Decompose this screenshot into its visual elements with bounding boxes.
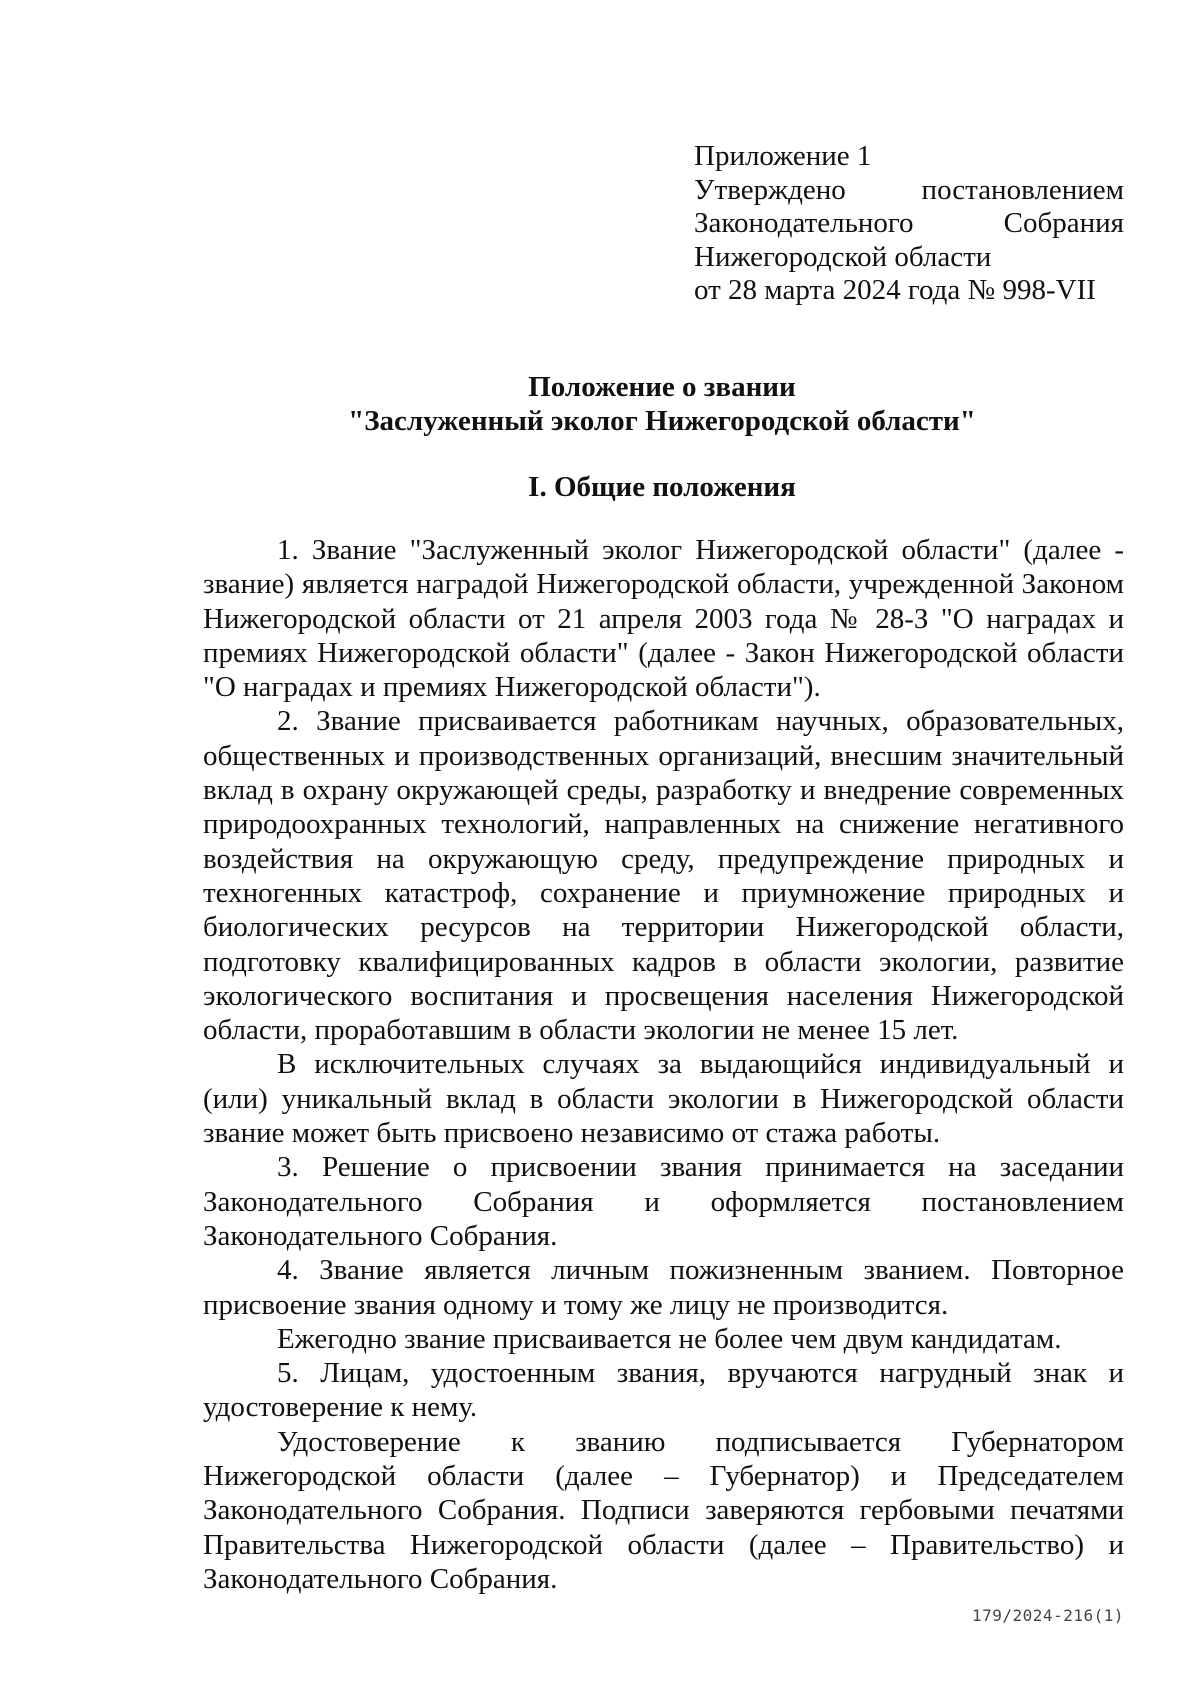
- title-line-2: "Заслуженный эколог Нижегородской области": [348, 405, 976, 437]
- paragraph-item-5-certificate: Удостоверение к званию подписывается Губернатором Нижегородской области (далее – Губернатор) и Председателем Законодательного Собрания. Подписи заверяются гербовыми печатями Правительства Нижегородской области (далее – Правительство) и Законодательного Собрания.: [203, 1425, 1124, 1595]
- approval-line: Утверждено постановлением: [694, 173, 1124, 206]
- document-code: 179/2024-216(1): [972, 1606, 1124, 1625]
- paragraph-item-5: 5. Лицам, удостоенным звания, вручаются нагрудный знак и удостоверение к нему.: [203, 1357, 1124, 1424]
- document-title: [200, 370, 1124, 438]
- paragraph-item-4: 4. Звание является личным пожизненным званием. Повторное присвоение звания одному и тому же лицу не производится.: [203, 1254, 1124, 1321]
- paragraph-item-1: 1. Звание "Заслуженный эколог Нижегородской области" (далее - звание) является наградой Нижегородской области, учрежденной Законом Нижегородской области от 21 апреля 2003 года № 28-З "О наградах и премиях Нижегородской области" (далее - Закон Нижегородской области "О наградах и премиях Нижегородской области").: [203, 534, 1124, 704]
- appendix-label: Приложение 1: [694, 140, 872, 172]
- approval-block: [694, 140, 1124, 308]
- section-body: [203, 533, 1124, 1596]
- approval-date-number: от 28 марта 2024 года № 998-VII: [694, 274, 1096, 306]
- paragraph-item-2: 2. Звание присваивается работникам научных, образовательных, общественных и производственных организаций, внесшим значительный вклад в охрану окружающей среды, разработку и внедрение современных природоохранных технологий, направленных на снижение негативного воздействия на окружающую среду, предупреждение природных и техногенных катастроф, сохранение и приумножение природных и биологических ресурсов на территории Нижегородской области, подготовку квалифицированных кадров в области экологии, развитие экологического воспитания и просвещения населения Нижегородской области, проработавшим в области экологии не менее 15 лет.: [203, 705, 1124, 1047]
- section-heading: I. Общие положения: [528, 471, 796, 503]
- title-line-1: Положение о звании: [528, 371, 796, 403]
- approval-authority: Законодательного Собрания: [694, 207, 1124, 239]
- paragraph-item-4-annual-limit: Ежегодно звание присваивается не более чем двум кандидатам.: [277, 1322, 1062, 1355]
- paragraph-item-2-exception: В исключительных случаях за выдающийся индивидуальный и (или) уникальный вклад в области экологии в Нижегородской области звание может быть присвоено независимо от стажа работы.: [203, 1048, 1124, 1150]
- approval-region: Нижегородской области: [694, 240, 992, 273]
- paragraph-item-3: 3. Решение о присвоении звания принимается на заседании Законодательного Собрания и оформляется постановлением Законодательного Собрания.: [203, 1151, 1124, 1252]
